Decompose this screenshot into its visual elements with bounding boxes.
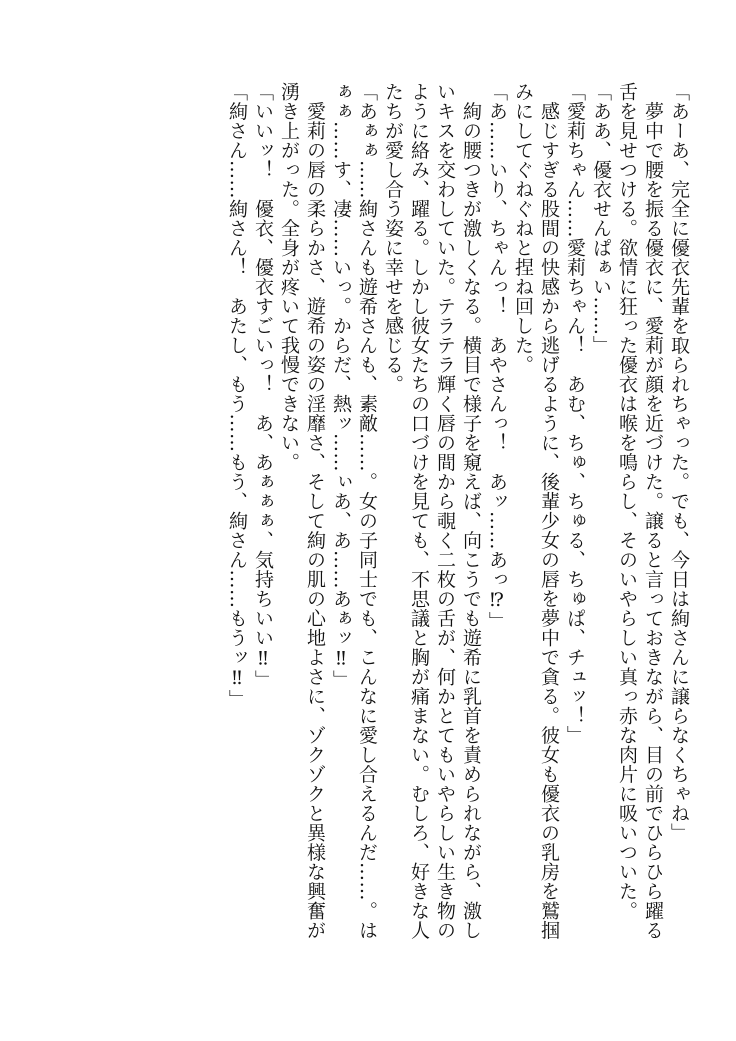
text-line: 感じすぎる股間の快感から逃げるように、後輩少女の唇を夢中で貪る。彼女も優衣の乳房を鷲掴 (538, 82, 560, 940)
text-line: 「いいッ！ 優衣、優衣すごいっ！ あ、あぁぁぁ、気持ちいい‼」 (252, 82, 274, 690)
text-line: 「愛莉ちゃん……愛莉ちゃん！ あむ、ちゅ、ちゅる、ちゅぱ、チュッ！」 (564, 82, 586, 745)
text-line: 夢中で腰を振る優衣に、愛莉が顔を近づけた。譲ると言っておきながら、目の前でひらひら躍る (642, 82, 664, 940)
text-line: 「あ……いり、ちゃんっ！ あやさんっ！ あッ……あっ⁉」 (486, 82, 508, 631)
text-line: 絢の腰つきが激しくなる。横目で様子を窺えば、向こうでも遊希に乳首を責められながら、激し (460, 82, 482, 940)
text-line: 「あーあ、完全に優衣先輩を取られちゃった。でも、今日は絢さんに譲らなくちゃね」 (668, 82, 690, 843)
text-line: いキスを交わしていた。テラテラ輝く唇の間から覗く二枚の舌が、何かとてもいやらしい生き物の (434, 82, 456, 940)
vertical-text-block (224, 82, 692, 982)
text-line: 「あぁぁ……絢さんも遊希さんも、素敵……。女の子同士でも、こんなに愛し合えるんだ……。は (356, 82, 378, 940)
text-line: 舌を見せつける。欲情に狂った優衣は喉を鳴らし、そのいやらしい真っ赤な肉片に吸いついた。 (616, 82, 638, 921)
text-line: ぁぁ……す、凄……いっ。からだ、熱ッ……ぃあ、あ……あぁッ‼」 (330, 82, 352, 690)
text-line: 「絢さん……絢さん！ あたし、もう……もう、絢さん……もうッ‼」 (226, 82, 248, 709)
text-line: みにしてぐねぐねと捏ね回した。 (512, 82, 534, 375)
text-line: ように絡み、躍る。しかし彼女たちの口づけを見ても、不思議と胸が痛まない。むしろ、好きな人 (408, 82, 430, 940)
text-line: たちが愛し合う姿に幸せを感じる。 (382, 82, 404, 394)
text-line: 「ああ、優衣せんぱぁい……」 (590, 82, 612, 355)
text-line: 湧き上がった。全身が疼いて我慢できない。 (278, 82, 300, 472)
text-line: 愛莉の唇の柔らかさ、遊希の姿の淫靡さ、そして絢の肌の心地よさに、ゾクゾクと異様な興奮が (304, 82, 326, 940)
